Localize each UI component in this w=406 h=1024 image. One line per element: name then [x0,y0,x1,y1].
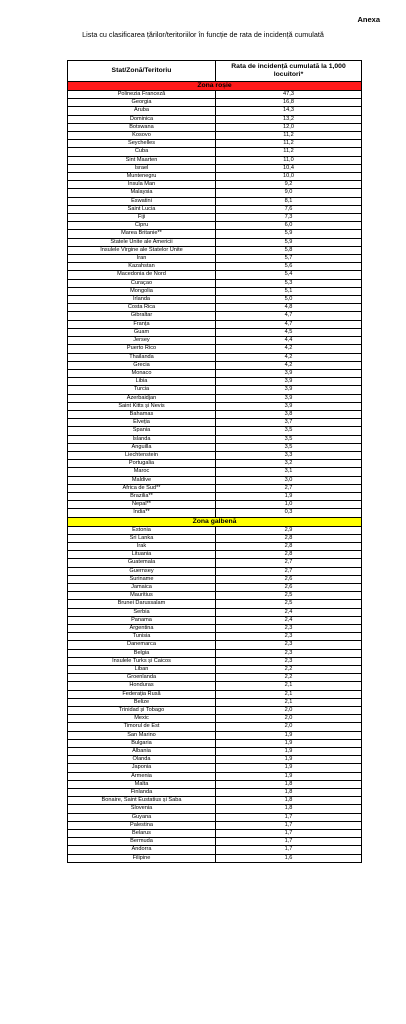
country-cell: Gibraltar [68,312,216,320]
table-row [68,394,362,402]
country-cell: Kazahstan [68,263,216,271]
rate-cell: 4,8 [216,304,362,312]
rate-cell: 1,8 [216,780,362,788]
rate-cell: 2,7 [216,567,362,575]
country-cell: Honduras [68,682,216,690]
table-row [68,132,362,140]
table-row [68,542,362,550]
rate-cell: 5,7 [216,255,362,263]
country-cell: Grecia [68,361,216,369]
country-cell: Cipru [68,222,216,230]
country-cell: Costa Rica [68,304,216,312]
table-row [68,657,362,665]
rate-cell: 2,1 [216,690,362,698]
table-row [68,451,362,459]
country-cell: Brunei Darussalam [68,600,216,608]
table-row [68,830,362,838]
zone-header-row [68,517,362,526]
country-cell: Franța [68,320,216,328]
table-row [68,501,362,509]
rate-cell: 4,2 [216,345,362,353]
country-cell: Malaysia [68,189,216,197]
rate-cell: 2,0 [216,723,362,731]
rate-cell: 2,1 [216,682,362,690]
table-row [68,509,362,517]
country-cell: San Marino [68,731,216,739]
rate-cell: 5,3 [216,279,362,287]
table-row [68,304,362,312]
country-cell: Statele Unite ale Americii [68,238,216,246]
table-row [68,789,362,797]
country-cell: Bonaire, Saint Eustatius și Saba [68,797,216,805]
rate-cell: 2,8 [216,551,362,559]
table-row [68,181,362,189]
rate-cell: 1,7 [216,846,362,854]
rate-cell: 10,4 [216,164,362,172]
country-cell: Saint Lucia [68,205,216,213]
country-cell: Mauritius [68,592,216,600]
country-cell: Botswana [68,123,216,131]
country-cell: Groenlanda [68,674,216,682]
rate-cell: 5,9 [216,230,362,238]
header-country: Stat/Zonă/Teritoriu [68,61,216,82]
table-row [68,402,362,410]
country-cell: Malta [68,780,216,788]
table-row [68,246,362,254]
rate-cell: 2,5 [216,592,362,600]
table-row [68,328,362,336]
country-cell: Guatemala [68,559,216,567]
rate-cell: 2,6 [216,575,362,583]
country-cell: Africa de Sud** [68,484,216,492]
table-header-row [68,61,362,82]
zone-name: Zona roșie [68,82,362,91]
table-row [68,460,362,468]
table-row [68,797,362,805]
country-cell: Serbia [68,608,216,616]
table-row [68,600,362,608]
country-cell: Insulele Turks și Caicos [68,657,216,665]
rate-cell: 2,3 [216,657,362,665]
rate-cell: 1,9 [216,739,362,747]
country-cell: Iran [68,255,216,263]
table-row [68,443,362,451]
country-cell: Puerto Rico [68,345,216,353]
rate-cell: 1,9 [216,772,362,780]
country-cell: Andorra [68,846,216,854]
table-row [68,369,362,377]
rate-cell: 3,8 [216,410,362,418]
country-cell: Dominica [68,115,216,123]
country-cell: Filipine [68,854,216,862]
country-cell: Cuba [68,148,216,156]
country-cell: Guam [68,328,216,336]
table-row [68,148,362,156]
rate-cell: 2,2 [216,666,362,674]
country-cell: Islanda [68,435,216,443]
table-row [68,123,362,131]
table-row [68,723,362,731]
table-row [68,255,362,263]
rate-cell: 3,9 [216,369,362,377]
country-cell: Liechtenstein [68,451,216,459]
table-row [68,764,362,772]
country-cell: Guyana [68,813,216,821]
country-cell: India** [68,509,216,517]
rate-cell: 1,9 [216,492,362,500]
rate-cell: 5,8 [216,246,362,254]
country-cell: Albania [68,748,216,756]
rate-cell: 11,0 [216,156,362,164]
country-cell: Curaçao [68,279,216,287]
rate-cell: 3,9 [216,378,362,386]
country-cell: Jersey [68,337,216,345]
table-row [68,567,362,575]
rate-cell: 2,3 [216,641,362,649]
rate-cell: 3,2 [216,460,362,468]
table-row [68,345,362,353]
country-cell: Belarus [68,830,216,838]
rate-cell: 9,2 [216,181,362,189]
table-row [68,107,362,115]
country-cell: Insula Man [68,181,216,189]
rate-cell: 3,7 [216,419,362,427]
rate-cell: 3,9 [216,386,362,394]
country-cell: Bahamas [68,410,216,418]
zone-header-row [68,82,362,91]
rate-cell: 2,0 [216,707,362,715]
table-row [68,205,362,213]
rate-cell: 4,4 [216,337,362,345]
rate-cell: 6,0 [216,222,362,230]
rate-cell: 1,9 [216,764,362,772]
country-cell: Trinidad și Tobago [68,707,216,715]
table-row [68,140,362,148]
table-row [68,748,362,756]
rate-cell: 10,0 [216,173,362,181]
table-row [68,312,362,320]
rate-cell: 2,4 [216,616,362,624]
table-row [68,756,362,764]
country-cell: Armenia [68,772,216,780]
country-cell: Macedonia de Nord [68,271,216,279]
country-cell: Timorul de Est [68,723,216,731]
rate-cell: 3,0 [216,476,362,484]
table-row [68,386,362,394]
rate-cell: 2,8 [216,534,362,542]
table-row [68,698,362,706]
table-row [68,551,362,559]
country-cell: Thailanda [68,353,216,361]
country-cell: Liban [68,666,216,674]
table-row [68,337,362,345]
table-row [68,575,362,583]
table-row [68,780,362,788]
rate-cell: 1,6 [216,854,362,862]
header-incidence-rate: Rata de incidență cumulată la 1,000 locuitori* [216,61,362,82]
rate-cell: 1,0 [216,501,362,509]
country-cell: Suriname [68,575,216,583]
country-cell: Irlanda [68,296,216,304]
rate-cell: 2,0 [216,715,362,723]
country-cell: Kosovo [68,132,216,140]
rate-cell: 11,2 [216,148,362,156]
table-row [68,731,362,739]
country-cell: Japonia [68,764,216,772]
country-cell: Eswatini [68,197,216,205]
rate-cell: 3,5 [216,443,362,451]
rate-cell: 2,4 [216,608,362,616]
country-cell: Belgia [68,649,216,657]
table-row [68,608,362,616]
rate-cell: 12,0 [216,123,362,131]
table-row [68,410,362,418]
country-cell: Anguilla [68,443,216,451]
rate-cell: 2,5 [216,600,362,608]
table-row [68,361,362,369]
zone-name: Zona galbenă [68,517,362,526]
rate-cell: 3,3 [216,451,362,459]
rate-cell: 4,7 [216,312,362,320]
country-cell: Lituania [68,551,216,559]
country-cell: Finlanda [68,789,216,797]
rate-cell: 4,2 [216,361,362,369]
country-cell: Bermuda [68,838,216,846]
rate-cell: 11,2 [216,132,362,140]
rate-cell: 2,6 [216,583,362,591]
rate-cell: 7,6 [216,205,362,213]
country-cell: Palestina [68,821,216,829]
table-row [68,805,362,813]
table-row [68,846,362,854]
table-row [68,419,362,427]
table-row [68,263,362,271]
table-row [68,91,362,99]
rate-cell: 3,5 [216,427,362,435]
table-row [68,484,362,492]
rate-cell: 2,2 [216,674,362,682]
country-cell: Seychelles [68,140,216,148]
country-cell: Georgia [68,99,216,107]
table-row [68,115,362,123]
country-cell: Bulgaria [68,739,216,747]
country-cell: Polinezia Franceză [68,91,216,99]
rate-cell: 4,2 [216,353,362,361]
table-row [68,222,362,230]
rate-cell: 3,9 [216,402,362,410]
table-row [68,526,362,534]
rate-cell: 3,5 [216,435,362,443]
country-cell: Slovenia [68,805,216,813]
country-classification-table [67,60,362,863]
country-cell: Insulele Virgine ale Statelor Unite [68,246,216,254]
rate-cell: 14,3 [216,107,362,115]
rate-cell: 2,7 [216,484,362,492]
country-cell: Sint Maarten [68,156,216,164]
table-row [68,378,362,386]
table-row [68,625,362,633]
rate-cell: 0,3 [216,509,362,517]
rate-cell: 9,0 [216,189,362,197]
rate-cell: 1,7 [216,821,362,829]
rate-cell: 11,2 [216,140,362,148]
table-row [68,690,362,698]
rate-cell: 5,9 [216,238,362,246]
table-row [68,238,362,246]
country-cell: Turcia [68,386,216,394]
country-cell: Belize [68,698,216,706]
table-row [68,838,362,846]
rate-cell: 4,7 [216,320,362,328]
rate-cell: 13,2 [216,115,362,123]
rate-cell: 5,0 [216,296,362,304]
country-cell: Maldive [68,476,216,484]
rate-cell: 1,8 [216,805,362,813]
rate-cell: 8,1 [216,197,362,205]
country-cell: Panama [68,616,216,624]
table-row [68,99,362,107]
country-cell: Elveția [68,419,216,427]
table-row [68,813,362,821]
rate-cell: 16,8 [216,99,362,107]
table-row [68,271,362,279]
rate-cell: 5,1 [216,287,362,295]
country-cell: Maroc [68,468,216,476]
table-row [68,592,362,600]
rate-cell: 7,3 [216,214,362,222]
table-row [68,197,362,205]
table-row [68,772,362,780]
country-cell: Spania [68,427,216,435]
country-cell: Israel [68,164,216,172]
country-cell: Aruba [68,107,216,115]
country-cell: Portugalia [68,460,216,468]
table-row [68,164,362,172]
table-row [68,682,362,690]
rate-cell: 5,4 [216,271,362,279]
country-cell: Monaco [68,369,216,377]
table-row [68,616,362,624]
table-row [68,821,362,829]
country-cell: Olanda [68,756,216,764]
table-row [68,666,362,674]
rate-cell: 2,7 [216,559,362,567]
table-row [68,173,362,181]
country-cell: Argentina [68,625,216,633]
country-cell: Libia [68,378,216,386]
country-cell: Irak [68,542,216,550]
rate-cell: 1,8 [216,789,362,797]
rate-cell: 5,6 [216,263,362,271]
country-cell: Tunisia [68,633,216,641]
country-cell: Jamaica [68,583,216,591]
rate-cell: 1,9 [216,756,362,764]
country-cell: Estonia [68,526,216,534]
table-row [68,287,362,295]
rate-cell: 1,7 [216,838,362,846]
table-row [68,279,362,287]
table-row [68,435,362,443]
rate-cell: 2,1 [216,698,362,706]
rate-cell: 2,9 [216,526,362,534]
table-row [68,707,362,715]
table-row [68,633,362,641]
country-cell: Guernsey [68,567,216,575]
country-cell: Azerbaidjan [68,394,216,402]
table-row [68,534,362,542]
table-row [68,353,362,361]
country-cell: Brazilia** [68,492,216,500]
country-cell: Mexic [68,715,216,723]
table-body [68,82,362,863]
annex-label: Anexa [357,15,380,24]
table-row [68,583,362,591]
rate-cell: 2,3 [216,625,362,633]
table-row [68,492,362,500]
table-row [68,641,362,649]
rate-cell: 47,3 [216,91,362,99]
table-row [68,854,362,862]
table-row [68,427,362,435]
country-cell: Marea Britanie** [68,230,216,238]
country-cell: Nepal** [68,501,216,509]
table-row [68,559,362,567]
country-cell: Fiji [68,214,216,222]
document-subtitle: Lista cu clasificarea țărilor/teritoriilor în funcție de rata de incidență cumulată [82,30,324,39]
table-row [68,715,362,723]
table-row [68,230,362,238]
table-row [68,476,362,484]
rate-cell: 3,9 [216,394,362,402]
table-row [68,739,362,747]
country-cell: Mongolia [68,287,216,295]
table-row [68,296,362,304]
rate-cell: 2,8 [216,542,362,550]
table-row [68,468,362,476]
table-row [68,674,362,682]
country-cell: Muntenegru [68,173,216,181]
rate-cell: 4,5 [216,328,362,336]
rate-cell: 3,1 [216,468,362,476]
table-row [68,156,362,164]
rate-cell: 1,8 [216,797,362,805]
country-cell: Saint Kitts și Nevis [68,402,216,410]
table-row [68,320,362,328]
rate-cell: 1,9 [216,731,362,739]
rate-cell: 2,3 [216,649,362,657]
country-cell: Federația Rusă [68,690,216,698]
rate-cell: 1,7 [216,830,362,838]
rate-cell: 1,9 [216,748,362,756]
table-row [68,189,362,197]
table-row [68,649,362,657]
country-cell: Sri Lanka [68,534,216,542]
table-row [68,214,362,222]
country-cell: Danemarca [68,641,216,649]
rate-cell: 1,7 [216,813,362,821]
rate-cell: 2,3 [216,633,362,641]
